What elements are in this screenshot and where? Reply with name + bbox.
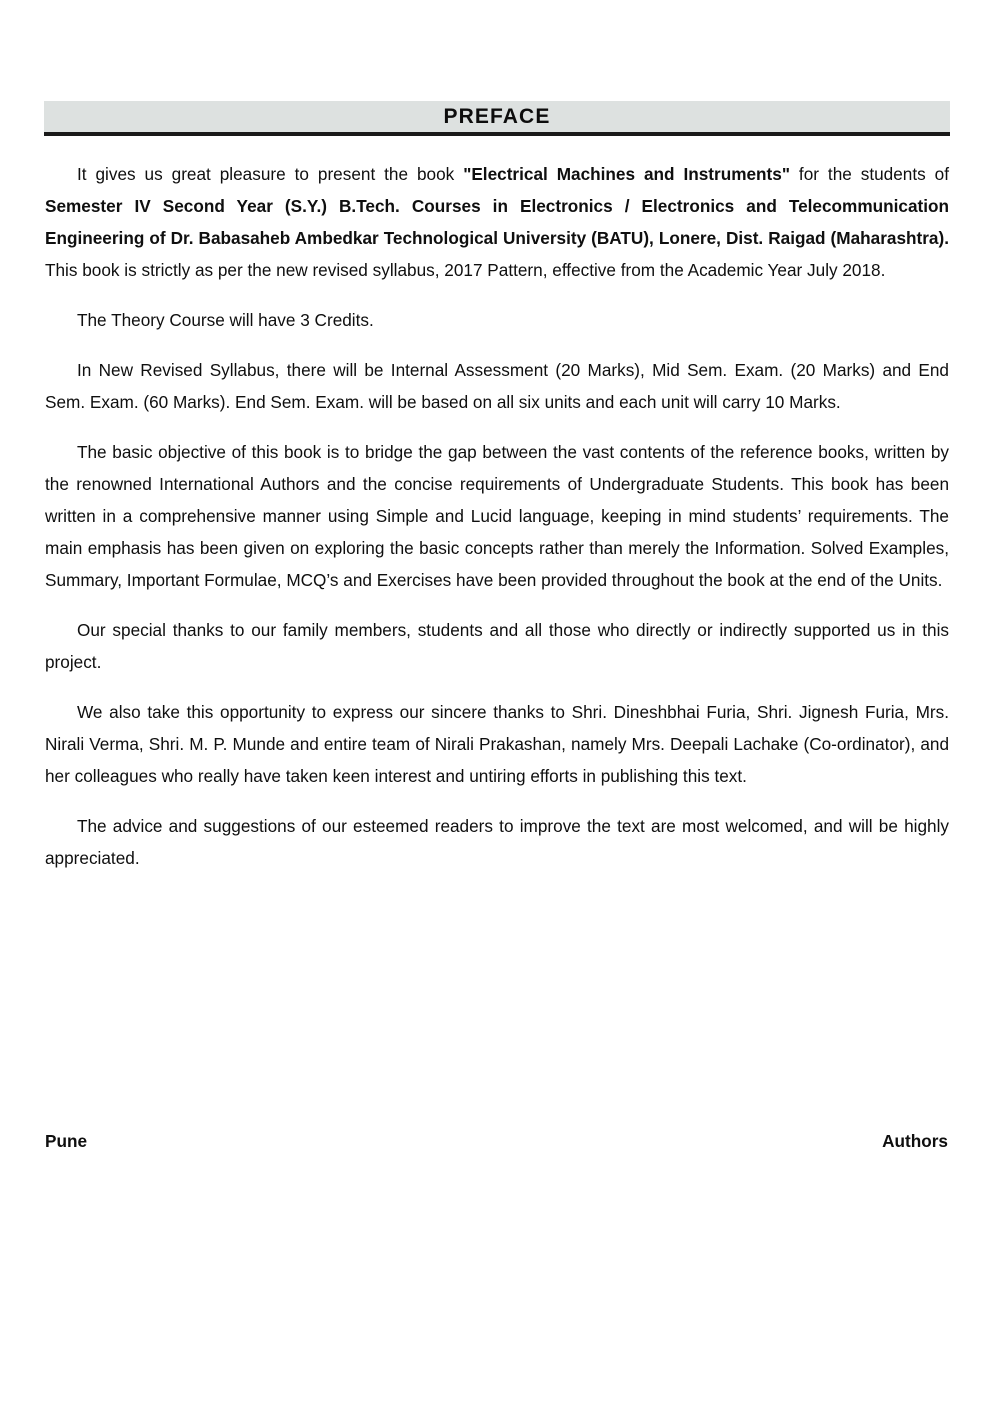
paragraph-publisher-thanks	[45, 696, 949, 792]
text-run-0: In New Revised Syllabus, there will be Internal Assessment (20 Marks), Mid Sem. Exam. (20 Marks) and End Sem. Exam. (60 Marks). End Sem. Exam. will be based on all six units and each unit will carry 10 Marks.	[45, 360, 949, 412]
signature-place: Pune	[45, 1131, 88, 1151]
signature-row	[45, 1129, 948, 1153]
section-heading-band	[44, 101, 950, 136]
text-run-4: This book is strictly as per the new revised syllabus, 2017 Pattern, effective from the Academic Year July 2018.	[45, 260, 886, 280]
text-run-0: The Theory Course will have 3 Credits.	[77, 310, 374, 330]
text-run-0: It gives us great pleasure to present the book	[77, 164, 464, 184]
paragraph-objective	[45, 436, 949, 596]
paragraph-family-thanks	[45, 614, 949, 678]
preface-content	[44, 101, 950, 874]
text-run-0: We also take this opportunity to express our sincere thanks to Shri. Dineshbhai Furia, Shri. Jignesh Furia, Mrs. Nirali Verma, Shri. M. P. Munde and entire team of Nirali Prakashan, namely Mrs. Deepali Lachake (Co-ordinator), and her colleagues who really have taken keen interest and untiring efforts in publishing this text.	[45, 702, 949, 786]
signature-authors: Authors	[882, 1131, 948, 1151]
bold-run-3: Semester IV Second Year (S.Y.) B.Tech. Courses in Electronics / Electronics and Telecommunication Engineering of Dr. Babasaheb Ambedkar Technological University (BATU), Lonere, Dist. Raigad (Maharashtra).	[45, 196, 949, 248]
preface-body	[44, 158, 950, 874]
paragraph-credits	[45, 304, 949, 336]
text-run-0: The advice and suggestions of our esteemed readers to improve the text are most welcomed, and will be highly appreciated.	[45, 816, 949, 868]
paragraph-assessment	[45, 354, 949, 418]
text-run-0: The basic objective of this book is to bridge the gap between the vast contents of the reference books, written by the renowned International Authors and the concise requirements of Undergraduate Students. This book has been written in a comprehensive manner using Simple and Lucid language, keeping in mind students’ requirements. The main emphasis has been given on exploring the basic concepts rather than merely the Information. Solved Examples, Summary, Important Formulae, MCQ’s and Exercises have been provided throughout the book at the end of the Units.	[45, 442, 949, 590]
text-run-2: for the students of	[789, 164, 949, 184]
paragraph-intro	[45, 158, 949, 286]
text-run-0: Our special thanks to our family members, students and all those who directly or indirectly supported us in this project.	[45, 620, 949, 672]
paragraph-feedback	[45, 810, 949, 874]
bold-run-1: "Electrical Machines and Instruments"	[463, 164, 790, 184]
page-title: PREFACE	[443, 104, 551, 128]
